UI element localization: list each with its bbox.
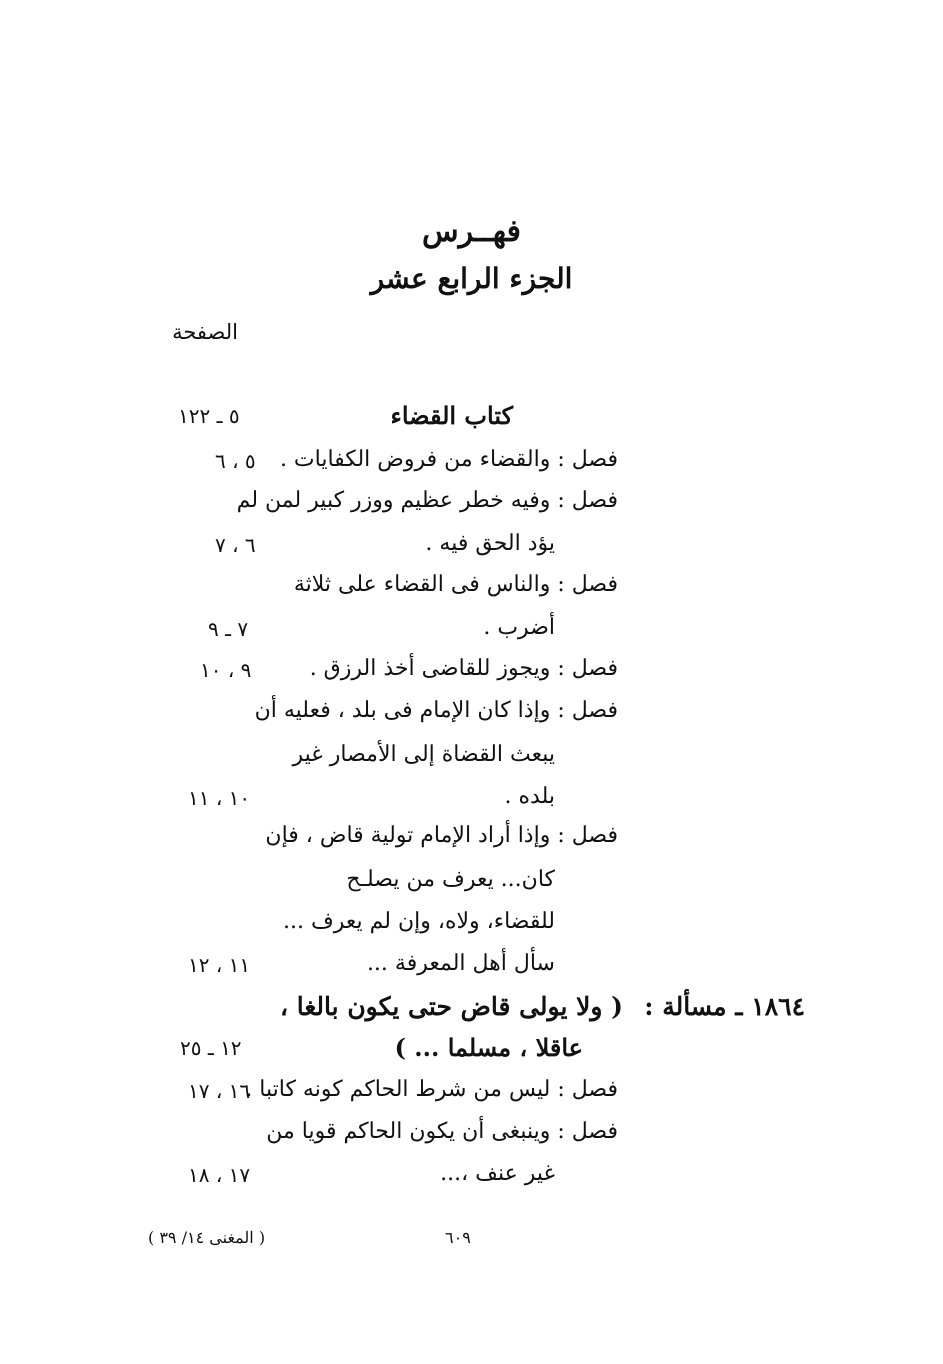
index-entry-6-cont3: سأل أهل المعرفة ... (366, 951, 555, 976)
index-entry-5: فصل : وإذا كان الإمام فى بلد ، فعليه أن (254, 698, 618, 723)
index-entry-8: فصل : وينبغى أن يكون الحاكم قويا من (266, 1119, 618, 1144)
entry-7-pages: ١٦ ، ١٧ (188, 1079, 251, 1103)
entry-3-pages: ٧ ـ ٩ (208, 617, 249, 641)
index-entry-4: فصل : ويجوز للقاضى أخذ الرزق . (309, 656, 618, 681)
entry-4-pages: ٩ ، ١٠ (200, 658, 252, 682)
entry-2-pages: ٦ ، ٧ (215, 533, 256, 557)
index-entry-2-cont: يؤد الحق فيه . (425, 531, 555, 556)
index-entry-7: فصل : ليس من شرط الحاكم كونه كاتبا . (245, 1077, 618, 1102)
index-entry-5-cont1: يبعث القضاة إلى الأمصار غير (292, 742, 555, 767)
masala-text-cont: عاقلا ، مسلما ... ) (394, 1033, 583, 1062)
book-pages: ٥ ـ ١٢٢ (178, 404, 240, 428)
masala-text: ( ولا يولى قاض حتى يكون بالغا ، (279, 992, 623, 1021)
page-column-label: الصفحة (172, 320, 238, 344)
source-reference: ( المغنى ١٤/ ٣٩ ) (148, 1228, 266, 1247)
index-title: فهــرس (422, 214, 521, 249)
entry-6-pages: ١١ ، ١٢ (188, 953, 251, 977)
masala-pages: ١٢ ـ ٢٥ (180, 1036, 242, 1060)
index-entry-6: فصل : وإذا أراد الإمام تولية قاض ، فإن (265, 823, 618, 848)
index-entry-6-cont1: كان... يعرف من يصلـح (346, 867, 555, 892)
entry-8-pages: ١٧ ، ١٨ (188, 1163, 251, 1187)
masala-number: ١٨٦٤ ـ مسألة : (644, 992, 805, 1021)
entry-5-pages: ١٠ ، ١١ (188, 786, 251, 810)
index-entry-5-cont2: بلده . (504, 784, 555, 809)
volume-subtitle: الجزء الرابع عشر (370, 262, 573, 295)
index-entry-3: فصل : والناس فى القضاء على ثلاثة (293, 572, 618, 597)
index-entry-2: فصل : وفيه خطر عظيم ووزر كبير لمن لم (236, 488, 618, 513)
index-entry-1: فصل : والقضاء من فروض الكفايات . (279, 447, 618, 472)
book-title: كتاب القضاء (390, 401, 513, 430)
index-entry-3-cont: أضرب . (483, 615, 555, 640)
entry-1-pages: ٥ ، ٦ (215, 449, 256, 473)
index-entry-8-cont: غير عنف ،... (440, 1161, 555, 1186)
index-entry-6-cont2: للقضاء، ولاه، وإن لم يعرف ... (282, 909, 555, 934)
page-number: ٦٠٩ (445, 1228, 471, 1247)
